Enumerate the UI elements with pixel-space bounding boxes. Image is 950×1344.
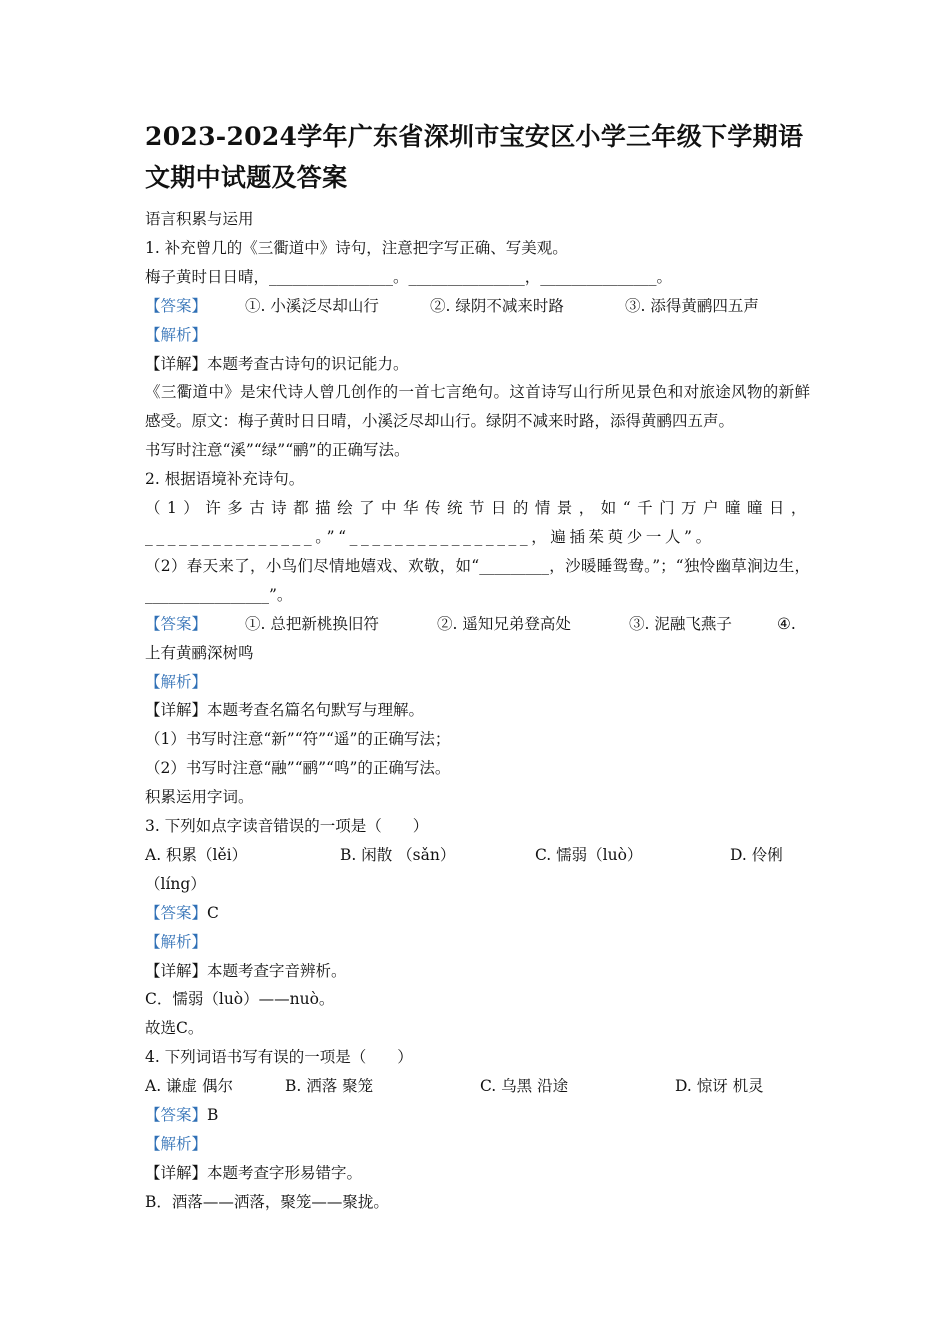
- answer-label: 【答案】: [145, 614, 208, 633]
- answer-label: 【答案】: [145, 1106, 208, 1125]
- q2-sub-1: （1）许多古诗都描绘了中华传统节日的情景，如“千门万户曈曈日，_______________。”“________________，遍插茱萸少一人”。: [145, 499, 810, 546]
- q1-stem: 1. 补充曾几的《三衢道中》诗句，注意把字写正确、写美观。: [145, 238, 568, 257]
- q2-note-2: （2）书写时注意“融”“鹂”“鸣”的正确写法。: [145, 759, 451, 778]
- q2-answer-3: ③. 泥融飞燕子: [629, 614, 732, 633]
- q1-detail-text: 本题考查古诗句的识记能力。: [207, 354, 409, 373]
- q3-option-cont: （líng）: [145, 874, 206, 893]
- q3-note-2: 故选C。: [145, 1019, 204, 1038]
- q2-answer: [145, 610, 810, 639]
- q3-detail: [145, 957, 810, 986]
- detail-label: 【详解】: [145, 1163, 208, 1182]
- q2-answer-1: ①. 总把新桃换旧符: [245, 614, 379, 633]
- q2-stem: 2. 根据语境补充诗句。: [145, 470, 305, 489]
- q1-answer-2: ②. 绿阴不减来时路: [430, 296, 564, 315]
- q1-paragraph: 《三衢道中》是宋代诗人曾几创作的一首七言绝句。这首诗写山行所见景色和对旅途风物的新鲜感受。原文：梅子黄时日日晴，小溪泛尽却山行。绿阴不减来时路，添得黄鹂四五声。: [145, 383, 810, 431]
- q1-detail: [145, 350, 810, 379]
- q4-option-a: A. 谦虚 偶尔: [145, 1077, 233, 1096]
- document-page: [145, 116, 810, 1217]
- q4-answer: [145, 1101, 810, 1130]
- detail-label: 【详解】: [145, 701, 208, 720]
- q3-note-1: C．懦弱（luò）——nuò。: [145, 990, 335, 1009]
- q3-detail-text: 本题考查字音辨析。: [207, 961, 347, 980]
- q3-answer-value: C: [207, 903, 219, 922]
- answer-label: 【答案】: [145, 296, 208, 315]
- q4-detail: [145, 1159, 810, 1188]
- q1-answer-3: ③. 添得黄鹂四五声: [625, 296, 759, 315]
- q4-option-b: B. 洒落 聚笼: [285, 1077, 374, 1096]
- detail-label: 【详解】: [145, 961, 208, 980]
- q2-answer-4: ④.: [777, 614, 796, 633]
- q4-answer-value: B: [207, 1106, 219, 1125]
- analysis-label: 【解析】: [145, 325, 208, 344]
- q2-answer-2: ②. 遥知兄弟登高处: [437, 614, 571, 633]
- q2-detail: [145, 696, 810, 725]
- q3-option-a: A. 积累（lěi）: [145, 845, 248, 864]
- q3-option-d: D. 伶俐: [730, 845, 783, 864]
- q1-blank: 梅子黄时日日晴，________________。_______________，_______________。: [145, 267, 673, 286]
- q3-option-b: B. 闲散 （sǎn）: [340, 845, 456, 864]
- document-title: 2023-2024学年广东省深圳市宝安区小学三年级下学期语文期中试题及答案: [145, 122, 804, 192]
- q2-note-3: 积累运用字词。: [145, 788, 254, 807]
- q2-sub-2: （2）春天来了，小鸟们尽情地嬉戏、欢敬，如“_________，沙暖睡鸳鸯。”；“独怜幽草涧边生，________________”。: [145, 556, 810, 604]
- q4-option-d: D. 惊讶 机灵: [675, 1077, 764, 1096]
- q4-note-1: B．酒落——洒落，聚笼——聚拢。: [145, 1192, 389, 1211]
- analysis-label: 【解析】: [145, 1135, 208, 1153]
- q2-answer-cont: 上有黄鹂深树鸣: [145, 643, 254, 662]
- q1-note: 书写时注意“溪”“绿”“鹂”的正确写法。: [145, 441, 410, 460]
- answer-label: 【答案】: [145, 903, 208, 922]
- analysis-label: 【解析】: [145, 672, 208, 691]
- q4-options: [145, 1072, 810, 1101]
- q2-detail-text: 本题考查名篇名句默写与理解。: [207, 701, 425, 720]
- q3-options: [145, 841, 810, 870]
- q1-answer: [145, 292, 810, 321]
- q3-stem: 3. 下列如点字读音错误的一项是（ ）: [145, 817, 429, 836]
- q1-answer-1: ①. 小溪泛尽却山行: [245, 296, 379, 315]
- q2-note-1: （1）书写时注意“新”“符”“遥”的正确写法；: [145, 730, 451, 749]
- q4-stem: 4. 下列词语书写有误的一项是（ ）: [145, 1048, 413, 1067]
- detail-label: 【详解】: [145, 354, 208, 373]
- q3-answer: [145, 899, 810, 928]
- q4-detail-text: 本题考查字形易错字。: [207, 1163, 363, 1182]
- q4-option-c: C. 乌黑 沿途: [480, 1077, 569, 1096]
- section-heading: 语言积累与运用: [145, 210, 254, 228]
- q3-option-c: C. 懦弱（luò）: [535, 845, 643, 864]
- analysis-label: 【解析】: [145, 932, 208, 951]
